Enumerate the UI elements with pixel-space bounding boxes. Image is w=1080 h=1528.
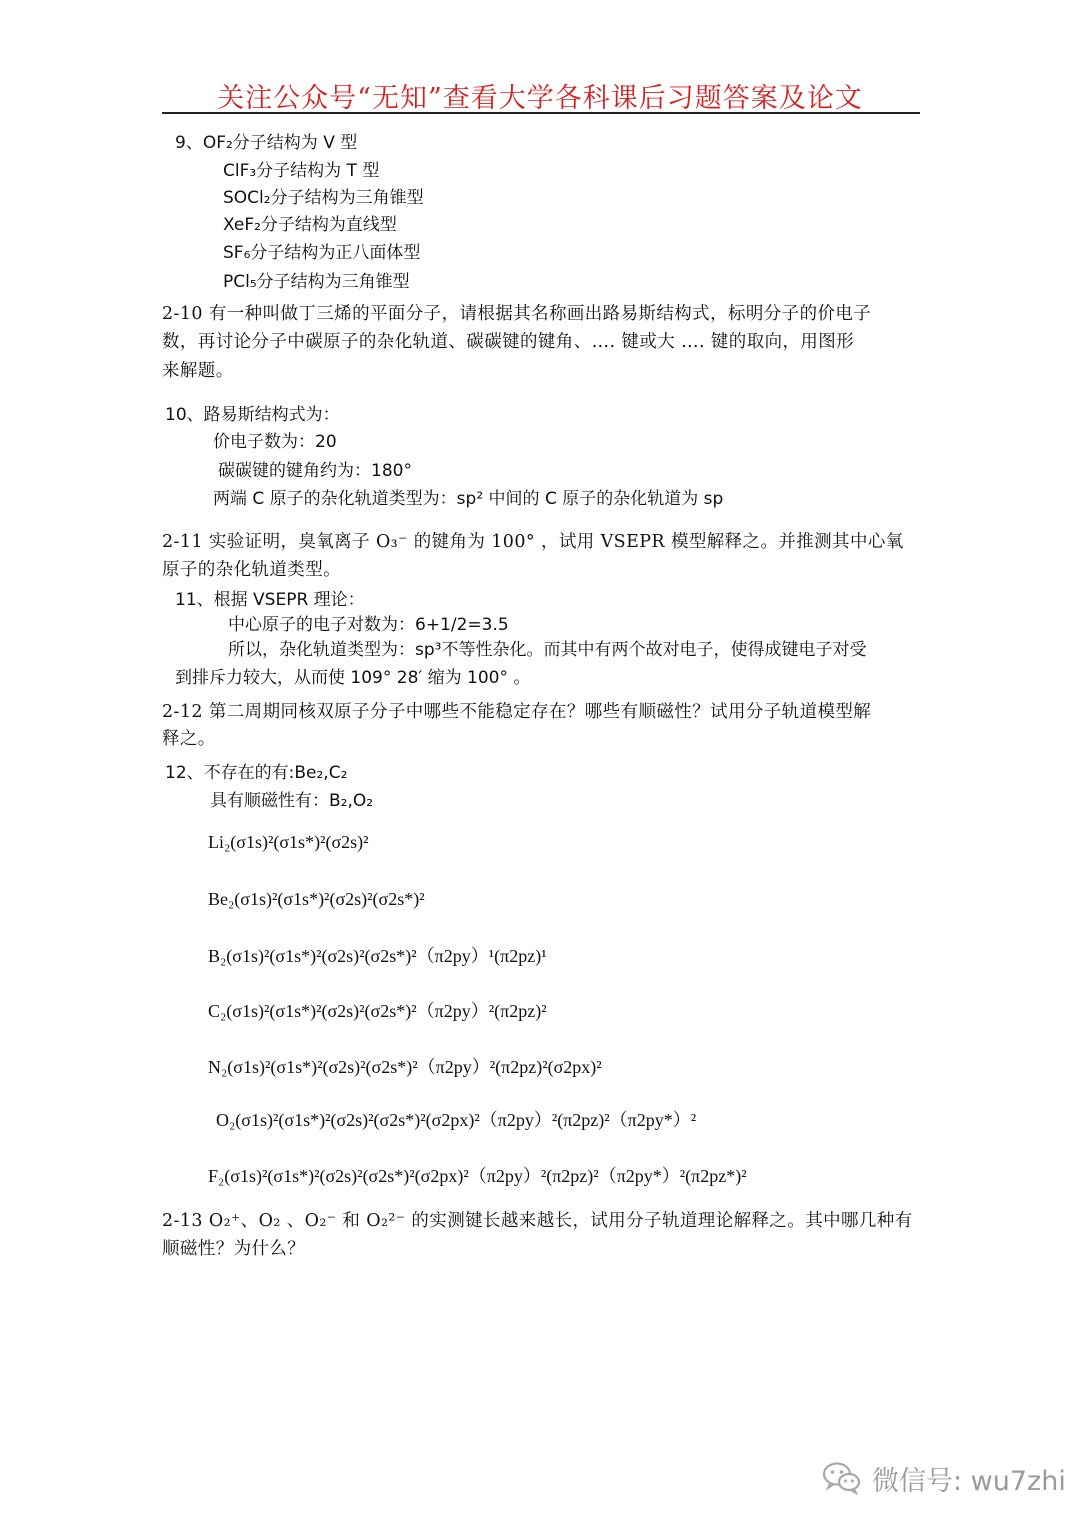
- watermark-text: 微信号: wu7zhi: [872, 1465, 1066, 1497]
- question-2-10-line-2: 数，再讨论分子中碳原子的杂化轨道、碳碳键的键角、…. 键或大 …. 键的取向，用图形: [162, 332, 855, 352]
- orbital-config-b2: B₂(σ1s)²(σ1s*)²(σ2s)²(σ2s*)²（π2py）¹(π2pz)¹: [208, 946, 547, 966]
- question-2-10-line-1: 2-10 有一种叫做丁三烯的平面分子，请根据其名称画出路易斯结构式，标明分子的价电子: [162, 304, 872, 324]
- answer-9-line-3: SOCl₂分子结构为三角锥型: [223, 188, 424, 208]
- header-divider: [162, 112, 920, 114]
- answer-11-line-4: 到排斥力较大，从而使 109° 28′ 缩为 100° 。: [175, 668, 531, 688]
- question-2-13-line-1: 2-13 O₂⁺、O₂ 、O₂⁻ 和 O₂²⁻ 的实测键长越来越长，试用分子轨道理论解释之。其中哪几种有: [162, 1211, 913, 1231]
- answer-10-line-4: 两端 C 原子的杂化轨道类型为：sp² 中间的 C 原子的杂化轨道为 sp: [213, 489, 724, 509]
- orbital-config-o2: O₂(σ1s)²(σ1s*)²(σ2s)²(σ2s*)²(σ2px)²（π2py）²(π2pz)²（π2py*）²: [216, 1110, 697, 1130]
- answer-12-line-2: 具有顺磁性有：B₂,O₂: [210, 791, 374, 811]
- answer-9-line-4: XeF₂分子结构为直线型: [223, 215, 397, 235]
- answer-9-line-1: 9、OF₂分子结构为 V 型: [175, 133, 358, 153]
- answer-9-line-6: PCl₅分子结构为三角锥型: [223, 272, 410, 292]
- question-2-10-line-3: 来解题。: [162, 361, 234, 381]
- orbital-config-c2: C₂(σ1s)²(σ1s*)²(σ2s)²(σ2s*)²（π2py）²(π2pz)²: [208, 1001, 547, 1021]
- answer-10-line-2: 价电子数为：20: [213, 432, 337, 452]
- wechat-logo-icon: [822, 1461, 862, 1495]
- question-2-13-line-2: 顺磁性？为什么？: [162, 1239, 306, 1259]
- answer-11-line-3: 所以，杂化轨道类型为：sp³不等性杂化。而其中有两个故对电子，使得成键电子对受: [228, 640, 867, 660]
- orbital-config-f2: F₂(σ1s)²(σ1s*)²(σ2s)²(σ2s*)²(σ2px)²（π2py）²(π2pz)²（π2py*）²(π2pz*)²: [208, 1166, 747, 1186]
- question-2-11-line-2: 原子的杂化轨道类型。: [162, 560, 341, 580]
- question-2-12-line-1: 2-12 第二周期同核双原子分子中哪些不能稳定存在？哪些有顺磁性？试用分子轨道模型解: [162, 702, 872, 722]
- orbital-config-li2: Li₂(σ1s)²(σ1s*)²(σ2s)²: [208, 832, 369, 852]
- answer-10-line-1: 10、路易斯结构式为：: [165, 405, 340, 425]
- question-2-12-line-2: 释之。: [162, 729, 216, 749]
- orbital-config-n2: N₂(σ1s)²(σ1s*)²(σ2s)²(σ2s*)²（π2py）²(π2pz)²(σ2px)²: [208, 1057, 602, 1077]
- answer-10-line-3: 碳碳键的键角约为：180°: [218, 461, 412, 481]
- answer-9-line-5: SF₆分子结构为正八面体型: [223, 243, 421, 263]
- orbital-config-be2: Be₂(σ1s)²(σ1s*)²(σ2s)²(σ2s*)²: [208, 889, 425, 909]
- wechat-watermark: [822, 1458, 1066, 1498]
- answer-11-line-2: 中心原子的电子对数为：6+1/2=3.5: [228, 615, 509, 635]
- question-2-11-line-1: 2-11 实验证明，臭氧离子 O₃⁻ 的键角为 100° ，试用 VSEPR 模型解释之。并推测其中心氧: [162, 532, 904, 552]
- answer-11-line-1: 11、根据 VSEPR 理论：: [175, 590, 365, 610]
- answer-12-line-1: 12、不存在的有:Be₂,C₂: [165, 763, 348, 783]
- page-header-title: 关注公众号“无知”查看大学各科课后习题答案及论文: [217, 83, 863, 114]
- answer-9-line-2: ClF₃分子结构为 T 型: [223, 161, 380, 181]
